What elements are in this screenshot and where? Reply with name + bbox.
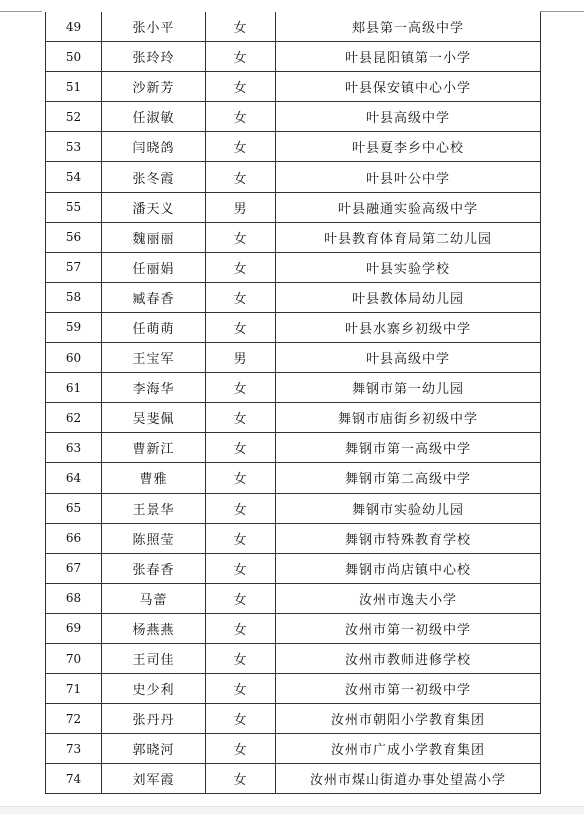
gender-cell: 女 [206,613,276,643]
table-row [46,282,541,312]
table-row [46,643,541,673]
gender-cell: 女 [206,493,276,523]
gender-cell: 女 [206,463,276,493]
name-cell: 沙新芳 [102,72,206,102]
name-cell: 闫晓鸽 [102,132,206,162]
school-cell: 郏县第一高级中学 [276,12,541,42]
table-row [46,613,541,643]
table-row [46,102,541,132]
name-cell: 潘天义 [102,192,206,222]
gender-cell: 女 [206,553,276,583]
serial-number-cell: 52 [46,102,102,132]
gender-cell: 女 [206,72,276,102]
school-cell: 叶县叶公中学 [276,162,541,192]
name-cell: 史少利 [102,674,206,704]
table-row [46,42,541,72]
serial-number-cell: 69 [46,613,102,643]
gender-cell: 女 [206,523,276,553]
serial-number-cell: 68 [46,583,102,613]
name-cell: 曹新江 [102,433,206,463]
serial-number-cell: 59 [46,312,102,342]
name-cell: 臧春香 [102,282,206,312]
name-cell: 陈照莹 [102,523,206,553]
table-row [46,493,541,523]
name-cell: 曹雅 [102,463,206,493]
gender-cell: 女 [206,764,276,794]
school-cell: 舞钢市第一幼儿园 [276,373,541,403]
serial-number-cell: 62 [46,403,102,433]
serial-number-cell: 50 [46,42,102,72]
gender-cell: 女 [206,162,276,192]
school-cell: 汝州市教师进修学校 [276,643,541,673]
table-row [46,312,541,342]
name-cell: 杨燕燕 [102,613,206,643]
school-cell: 汝州市广成小学教育集团 [276,734,541,764]
serial-number-cell: 73 [46,734,102,764]
name-cell: 魏丽丽 [102,222,206,252]
name-cell: 王景华 [102,493,206,523]
name-cell: 张玲玲 [102,42,206,72]
table-row [46,252,541,282]
name-cell: 任萌萌 [102,312,206,342]
school-cell: 舞钢市特殊教育学校 [276,523,541,553]
serial-number-cell: 70 [46,643,102,673]
name-cell: 王司佳 [102,643,206,673]
school-cell: 舞钢市第一高级中学 [276,433,541,463]
school-cell: 叶县水寨乡初级中学 [276,312,541,342]
serial-number-cell: 51 [46,72,102,102]
school-cell: 舞钢市尚店镇中心校 [276,553,541,583]
table-row [46,132,541,162]
gender-cell: 男 [206,192,276,222]
school-cell: 叶县保安镇中心小学 [276,72,541,102]
gender-cell: 女 [206,102,276,132]
school-cell: 叶县教育体育局第二幼儿园 [276,222,541,252]
table-row [46,373,541,403]
gender-cell: 女 [206,132,276,162]
table-row [46,343,541,373]
gender-cell: 女 [206,403,276,433]
table-row [46,734,541,764]
name-cell: 李海华 [102,373,206,403]
gender-cell: 女 [206,42,276,72]
serial-number-cell: 67 [46,553,102,583]
school-cell: 叶县高级中学 [276,102,541,132]
table-row [46,222,541,252]
name-cell: 吴斐佩 [102,403,206,433]
gender-cell: 女 [206,704,276,734]
serial-number-cell: 72 [46,704,102,734]
gender-cell: 女 [206,643,276,673]
school-cell: 舞钢市庙街乡初级中学 [276,403,541,433]
page-corner-mark-right [540,11,584,12]
name-cell: 张丹丹 [102,704,206,734]
gender-cell: 女 [206,282,276,312]
school-cell: 叶县夏李乡中心校 [276,132,541,162]
school-cell: 舞钢市第二高级中学 [276,463,541,493]
name-cell: 王宝军 [102,343,206,373]
gender-cell: 女 [206,12,276,42]
serial-number-cell: 61 [46,373,102,403]
serial-number-cell: 58 [46,282,102,312]
serial-number-cell: 65 [46,493,102,523]
gender-cell: 女 [206,373,276,403]
table-row [46,583,541,613]
serial-number-cell: 63 [46,433,102,463]
roster-table-body [46,12,541,794]
table-row [46,764,541,794]
name-cell: 张冬霞 [102,162,206,192]
school-cell: 叶县教体局幼儿园 [276,282,541,312]
table-row [46,192,541,222]
serial-number-cell: 49 [46,12,102,42]
page-corner-mark-left [0,11,42,12]
serial-number-cell: 74 [46,764,102,794]
serial-number-cell: 71 [46,674,102,704]
name-cell: 任丽娟 [102,252,206,282]
gender-cell: 女 [206,252,276,282]
serial-number-cell: 66 [46,523,102,553]
name-cell: 任淑敏 [102,102,206,132]
table-row [46,523,541,553]
gender-cell: 女 [206,734,276,764]
table-row [46,553,541,583]
school-cell: 汝州市第一初级中学 [276,674,541,704]
school-cell: 汝州市煤山街道办事处望嵩小学 [276,764,541,794]
school-cell: 叶县实验学校 [276,252,541,282]
gender-cell: 女 [206,583,276,613]
name-cell: 张小平 [102,12,206,42]
name-cell: 张春香 [102,553,206,583]
name-cell: 马蕾 [102,583,206,613]
serial-number-cell: 53 [46,132,102,162]
school-cell: 叶县融通实验高级中学 [276,192,541,222]
name-cell: 刘军霞 [102,764,206,794]
teacher-roster-table [45,12,541,794]
school-cell: 汝州市逸夫小学 [276,583,541,613]
table-row [46,463,541,493]
serial-number-cell: 57 [46,252,102,282]
gender-cell: 女 [206,674,276,704]
school-cell: 舞钢市实验幼儿园 [276,493,541,523]
school-cell: 叶县高级中学 [276,343,541,373]
table-row [46,704,541,734]
table-row [46,433,541,463]
table-row [46,674,541,704]
table-row [46,72,541,102]
gender-cell: 女 [206,312,276,342]
table-row [46,162,541,192]
serial-number-cell: 54 [46,162,102,192]
gender-cell: 男 [206,343,276,373]
table-row [46,12,541,42]
serial-number-cell: 60 [46,343,102,373]
school-cell: 叶县昆阳镇第一小学 [276,42,541,72]
name-cell: 郭晓河 [102,734,206,764]
serial-number-cell: 55 [46,192,102,222]
serial-number-cell: 64 [46,463,102,493]
table-row [46,403,541,433]
gender-cell: 女 [206,433,276,463]
school-cell: 汝州市朝阳小学教育集团 [276,704,541,734]
serial-number-cell: 56 [46,222,102,252]
gender-cell: 女 [206,222,276,252]
school-cell: 汝州市第一初级中学 [276,613,541,643]
